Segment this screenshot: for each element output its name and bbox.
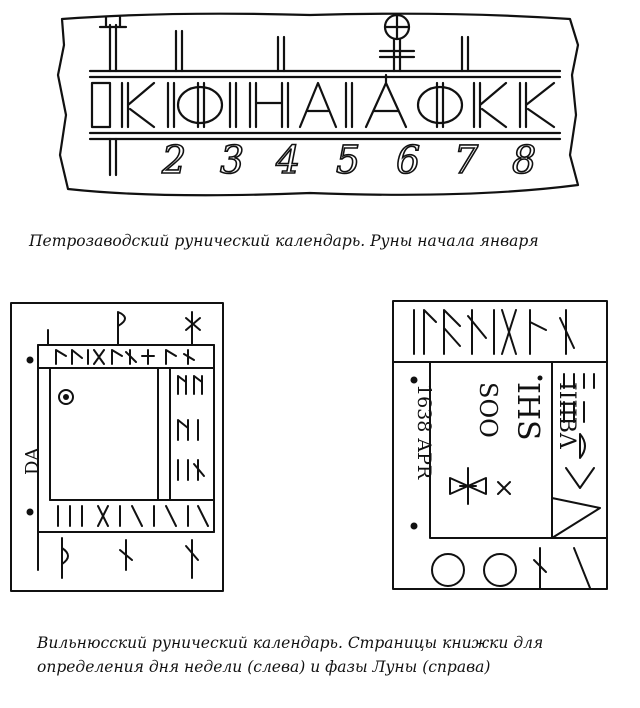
soo-text: SOO — [474, 382, 502, 438]
caption-vilnius-line2: определения дня недели (слева) и фазы Луны (справа) — [37, 658, 491, 676]
petrozavodsk-day-numbers — [161, 138, 536, 182]
ihs-text: IHS — [510, 382, 545, 441]
dot-marker — [27, 509, 34, 516]
dot-marker — [27, 357, 34, 364]
vilnius-moon-phase-page — [390, 298, 610, 598]
caption-vilnius-line1: Вильнюсский рунический календарь. Страницы книжки для — [37, 634, 544, 652]
right-column-text: ΙΙΙΙΒΛ — [554, 382, 579, 449]
petrozavodsk-calendar-figure — [50, 5, 590, 205]
day-number: 6 — [396, 138, 421, 182]
left-side-text: DA — [22, 447, 43, 475]
date-text: 1638 APR — [413, 384, 435, 480]
day-number: 4 — [276, 138, 301, 182]
day-number: 5 — [336, 138, 361, 182]
day-number: 8 — [512, 138, 537, 182]
dot-marker — [538, 376, 543, 381]
day-number: 7 — [454, 138, 479, 182]
vilnius-weekday-page — [8, 300, 228, 600]
caption-petrozavodsk: Петрозаводский рунический календарь. Руны начала января — [29, 232, 539, 250]
day-number: 3 — [220, 138, 245, 182]
day-number: 2 — [162, 138, 187, 182]
dot-marker — [411, 377, 418, 384]
dot-marker — [63, 394, 69, 400]
dot-marker — [411, 523, 418, 530]
